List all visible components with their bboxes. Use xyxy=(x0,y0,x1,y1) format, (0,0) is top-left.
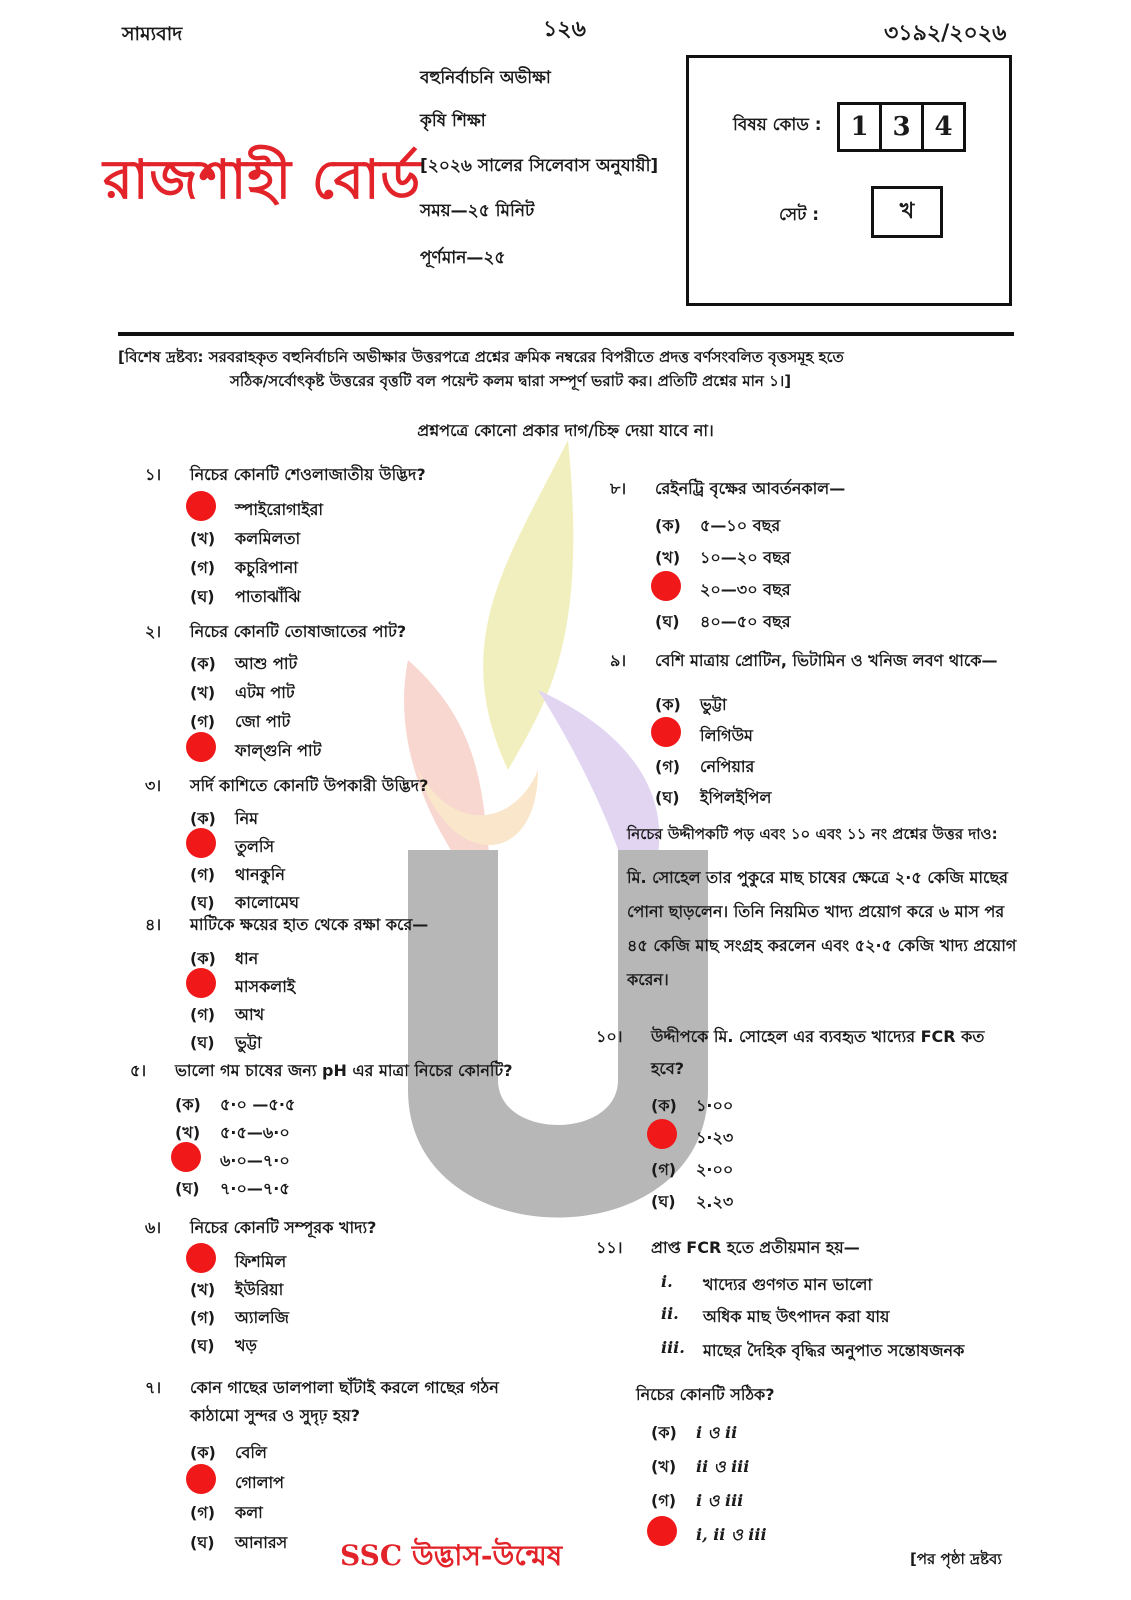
stimulus-line: করেন। xyxy=(627,970,669,989)
code-digit: 4 xyxy=(921,102,966,152)
question-text: নিচের কোনটি শেওলাজাতীয় উদ্ভিদ? xyxy=(190,465,426,484)
option-text: ১·২৩ xyxy=(696,1128,734,1147)
question-number: ৩। xyxy=(145,776,162,795)
full-marks: পূর্ণমান—২৫ xyxy=(420,248,506,268)
option-text: মাসকলাই xyxy=(235,977,296,996)
option-label: (ঘ) xyxy=(651,1192,676,1211)
statement-text: অধিক মাছ উৎপাদন করা যায় xyxy=(703,1307,890,1326)
option-text: ২০—৩০ বছর xyxy=(700,580,791,599)
exam-type: বহুনির্বাচনি অভীক্ষা xyxy=(420,68,551,88)
option-label: (ক) xyxy=(175,1095,201,1114)
option-label: (ক) xyxy=(655,695,681,714)
answer-mark xyxy=(651,717,681,747)
stimulus-heading: নিচের উদ্দীপকটি পড় এবং ১০ এবং ১১ নং প্রশ্নের উত্তর দাও: xyxy=(627,825,998,843)
option-label: (ঘ) xyxy=(190,1336,215,1355)
stimulus-line: মি. সোহেল তার পুকুরে মাছ চাষের ক্ষেত্রে ২·৫ কেজি মাছের xyxy=(627,868,1008,887)
subject-code-label: বিষয় কোড : xyxy=(733,115,822,135)
option-label: (ঘ) xyxy=(655,612,680,631)
option-text: অ্যালজি xyxy=(235,1308,289,1327)
statement-text: খাদ্যের গুণগত মান ভালো xyxy=(703,1275,873,1294)
option-text: i ও iii xyxy=(696,1491,744,1510)
option-label: (ঘ) xyxy=(190,893,215,912)
option-text: এটম পাট xyxy=(235,683,295,702)
question-number: ১। xyxy=(145,465,162,484)
code-digit: 3 xyxy=(879,102,924,152)
divider xyxy=(118,332,1014,336)
option-label: (খ) xyxy=(655,548,681,567)
option-label: (গ) xyxy=(651,1160,677,1179)
answer-mark xyxy=(186,828,216,858)
stimulus-line: পোনা ছাড়লেন। তিনি নিয়মিত খাদ্য প্রয়োগ করে ৬ মাস পর xyxy=(627,902,1005,921)
stimulus-line: ৪৫ কেজি মাছ সংগ্রহ করলেন এবং ৫২·৫ কেজি খাদ্য প্রয়োগ xyxy=(627,936,1017,955)
answer-mark xyxy=(647,1516,677,1546)
option-text: ভুট্টা xyxy=(235,1033,262,1052)
option-label: (খ) xyxy=(190,1280,216,1299)
question-text: নিচের কোনটি সম্পূরক খাদ্য? xyxy=(190,1218,377,1237)
question-text-continued: কাঠামো সুন্দর ও সুদৃঢ় হয়? xyxy=(190,1406,361,1425)
question-text: সর্দি কাশিতে কোনটি উপকারী উদ্ভিদ? xyxy=(190,776,429,795)
option-text: নিম xyxy=(235,809,259,828)
answer-mark xyxy=(651,571,681,601)
answer-mark xyxy=(647,1119,677,1149)
option-text: ফিশমিল xyxy=(235,1252,287,1271)
subject-code-box xyxy=(686,55,1012,306)
question-number: ১০। xyxy=(596,1027,623,1046)
question-number: ৫। xyxy=(130,1061,147,1080)
question-text: ভালো গম চাষের জন্য pH এর মাত্রা নিচের কোনটি? xyxy=(175,1061,513,1080)
question-number: ৪। xyxy=(145,915,162,934)
instruction-line-1: [বিশেষ দ্রষ্টব্য: সরবরাহকৃত বহুনির্বাচনি অভীক্ষার উত্তরপত্রে প্রশ্নের ক্রমিক নম্বরের বিপরীতে প্রদত্ত বর্ণসংবলিত বৃত্তসমূহ হতে xyxy=(118,348,844,366)
question-number: ২। xyxy=(145,622,162,641)
question-text: বেশি মাত্রায় প্রোটিন, ভিটামিন ও খনিজ লবণ থাকে— xyxy=(655,651,998,670)
question-number: ৬। xyxy=(145,1218,162,1237)
question-text: মাটিকে ক্ষয়ের হাত থেকে রক্ষা করে— xyxy=(190,915,429,934)
option-text: জো পাট xyxy=(235,712,291,731)
option-text: ii ও iii xyxy=(696,1457,750,1476)
option-text: i, ii ও iii xyxy=(696,1525,767,1544)
question-number: ৭। xyxy=(145,1378,162,1397)
page-number: ১২৬ xyxy=(543,17,586,42)
option-text: i ও ii xyxy=(696,1423,738,1442)
option-text: ১০—২০ বছর xyxy=(700,548,791,567)
option-text: কচুরিপানা xyxy=(235,558,298,577)
option-text: তুলসি xyxy=(235,837,275,856)
option-text: ৬·০—৭·০ xyxy=(220,1151,290,1170)
code-digit: 1 xyxy=(837,102,882,152)
option-label: (গ) xyxy=(190,1308,216,1327)
answer-mark xyxy=(186,1464,216,1494)
syllabus-note: [২০২৬ সালের সিলেবাস অনুযায়ী] xyxy=(420,156,659,176)
answer-mark xyxy=(186,491,216,521)
option-label: (ক) xyxy=(190,949,216,968)
option-text: কলা xyxy=(235,1503,263,1522)
option-text: আনারস xyxy=(235,1533,288,1552)
option-text: ইউরিয়া xyxy=(235,1280,284,1299)
option-text: স্পাইরোগাইরা xyxy=(235,500,324,519)
option-text: ৫·০ —৫·৫ xyxy=(220,1095,296,1114)
question-text: প্রাপ্ত FCR হতে প্রতীয়মান হয়— xyxy=(651,1238,860,1257)
option-text: লিগিউম xyxy=(700,726,753,745)
option-label: (ঘ) xyxy=(190,1533,215,1552)
warning-text: প্রশ্নপত্রে কোনো প্রকার দাগ/চিহ্ন দেয়া যাবে না। xyxy=(417,421,714,440)
option-label: (ক) xyxy=(190,654,216,673)
option-text: আশু পাট xyxy=(235,654,298,673)
watermark-logo xyxy=(388,440,858,1340)
option-label: (ঘ) xyxy=(655,788,680,807)
option-text: থানকুনি xyxy=(235,865,285,884)
statement-label: ii. xyxy=(661,1304,679,1323)
statement-text: মাছের দৈহিক বৃদ্ধির অনুপাত সন্তোষজনক xyxy=(703,1341,965,1360)
option-text: ভুট্টা xyxy=(700,695,727,714)
option-label: (খ) xyxy=(651,1457,677,1476)
option-text: গোলাপ xyxy=(235,1473,285,1492)
option-text: আখ xyxy=(235,1005,265,1024)
option-text: ২.২৩ xyxy=(696,1192,734,1211)
option-label: (ঘ) xyxy=(175,1179,200,1198)
header-left-text: সাম্যবাদ xyxy=(122,23,183,45)
option-text: ২·০০ xyxy=(696,1160,734,1179)
option-text: ধান xyxy=(235,949,259,968)
answer-mark xyxy=(186,968,216,998)
option-text: ৪০—৫০ বছর xyxy=(700,612,791,631)
answer-mark xyxy=(186,732,216,762)
question-text-continued: হবে? xyxy=(651,1059,685,1078)
option-label: (ঘ) xyxy=(190,587,215,606)
option-label: (গ) xyxy=(190,558,216,577)
option-label: (খ) xyxy=(190,529,216,548)
question-number: ৯। xyxy=(610,651,627,670)
question-text: উদ্দীপকে মি. সোহেল এর ব্যবহৃত খাদ্যের FCR কত xyxy=(651,1027,985,1046)
statement-label: iii. xyxy=(661,1338,685,1357)
option-label: (গ) xyxy=(655,757,681,776)
set-value: খ xyxy=(871,186,943,238)
question-text: রেইনট্রি বৃক্ষের আবর্তনকাল— xyxy=(655,479,846,498)
option-label: (গ) xyxy=(651,1491,677,1510)
option-label: (ক) xyxy=(655,516,681,535)
option-label: (গ) xyxy=(190,1503,216,1522)
question-number: ৮। xyxy=(610,479,627,498)
option-label: (গ) xyxy=(190,1005,216,1024)
option-label: (ক) xyxy=(190,809,216,828)
option-text: কালোমেঘ xyxy=(235,893,300,912)
option-text: কলমিলতা xyxy=(235,529,301,548)
option-text: খড় xyxy=(235,1336,257,1355)
option-text: ৫·৫—৬·০ xyxy=(220,1123,290,1142)
option-label: (ঘ) xyxy=(190,1033,215,1052)
question-text: নিচের কোনটি তোষাজাতের পাট? xyxy=(190,622,407,641)
next-page-note: [পর পৃষ্ঠা দ্রষ্টব্য xyxy=(910,1550,1002,1568)
instruction-line-2: সঠিক/সর্বোৎকৃষ্ট উত্তরের বৃত্তটি বল পয়েন্ট কলম দ্বারা সম্পূর্ণ ভরাট কর। প্রতিটি প্রশ্নের মান ১।] xyxy=(230,372,792,390)
option-text: ফাল্গুনি পাট xyxy=(235,741,322,760)
question-text: কোন গাছের ডালপালা ছাঁটাই করলে গাছের গঠন xyxy=(190,1378,499,1397)
option-text: ইপিলইপিল xyxy=(700,788,772,807)
option-text: বেলি xyxy=(235,1443,267,1462)
question-ask: নিচের কোনটি সঠিক? xyxy=(636,1385,775,1404)
footer-brand: SSC উদ্ভাস-উন্মেষ xyxy=(340,1539,563,1572)
option-label: (ক) xyxy=(651,1423,677,1442)
option-label: (গ) xyxy=(190,712,216,731)
subject-name: কৃষি শিক্ষা xyxy=(420,111,486,131)
option-label: (ক) xyxy=(651,1096,677,1115)
option-text: ৫—১০ বছর xyxy=(700,516,781,535)
exam-code: ৩১৯২/২০২৬ xyxy=(884,21,1007,46)
option-label: (খ) xyxy=(190,683,216,702)
option-text: ৭·০—৭·৫ xyxy=(220,1179,290,1198)
board-title: রাজশাহী বোর্ড xyxy=(103,148,422,211)
answer-mark xyxy=(186,1243,216,1273)
statement-label: i. xyxy=(661,1272,673,1291)
set-label: সেট : xyxy=(779,205,820,225)
time-limit: সময়—২৫ মিনিট xyxy=(420,201,535,221)
question-number: ১১। xyxy=(596,1238,623,1257)
option-label: (খ) xyxy=(175,1123,201,1142)
option-label: (ক) xyxy=(190,1443,216,1462)
option-text: নেপিয়ার xyxy=(700,757,755,776)
option-text: ১·০০ xyxy=(696,1096,734,1115)
answer-mark xyxy=(171,1142,201,1172)
option-label: (গ) xyxy=(190,865,216,884)
option-text: পাতাঝাঁঝি xyxy=(235,587,301,606)
